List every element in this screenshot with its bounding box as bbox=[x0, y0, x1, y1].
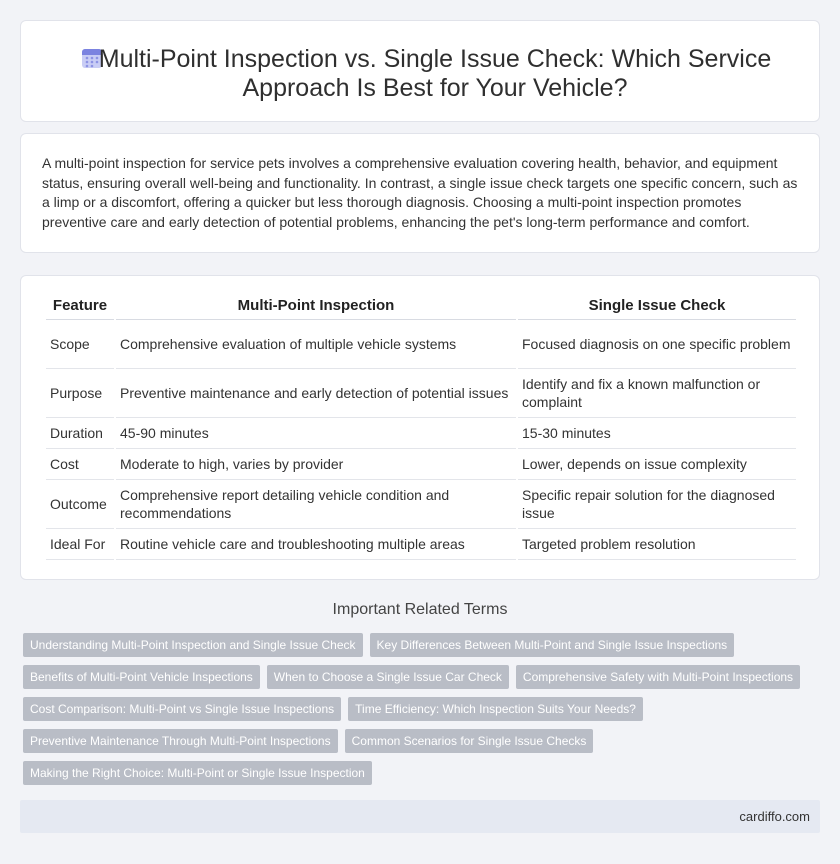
intro-paragraph: A multi-point inspection for service pets involves a comprehensive evaluation covering health, behavior, and equipment status, ensuring overall well-being and functionality. In contrast, a single issue check targets one specific concern, such as a limp or a discomfort, offering a quicker but less thorough diagnosis. Choosing a multi-point inspection promotes preventive care and early detection of potential problems, enhancing the pet's long-term performance and comfort. bbox=[42, 155, 798, 230]
row-feature: Ideal For bbox=[46, 529, 114, 560]
row-multi-point: Preventive maintenance and early detection of potential issues bbox=[116, 369, 516, 418]
footer-site-link[interactable]: cardiffo.com bbox=[739, 809, 810, 824]
related-term-tag[interactable]: Time Efficiency: Which Inspection Suits Your Needs? bbox=[348, 697, 643, 721]
page-title-line-2: Approach Is Best for Your Vehicle? bbox=[242, 74, 628, 102]
row-feature: Duration bbox=[46, 418, 114, 449]
related-term-tag[interactable]: Preventive Maintenance Through Multi-Point Inspections bbox=[23, 729, 338, 753]
header-multi-point: Multi-Point Inspection bbox=[116, 292, 516, 320]
table-row bbox=[46, 449, 796, 480]
header-single-issue: Single Issue Check bbox=[518, 292, 796, 320]
row-feature: Cost bbox=[46, 449, 114, 480]
related-terms-title: Important Related Terms bbox=[332, 601, 508, 618]
row-single-issue: Targeted problem resolution bbox=[518, 529, 796, 560]
table-row bbox=[46, 480, 796, 529]
page-title bbox=[29, 45, 812, 103]
related-term-tag[interactable]: Understanding Multi-Point Inspection and Single Issue Check bbox=[23, 633, 363, 657]
table-row bbox=[46, 320, 796, 369]
related-term-tag[interactable]: Benefits of Multi-Point Vehicle Inspections bbox=[23, 665, 260, 689]
intro-card bbox=[20, 133, 820, 253]
row-single-issue: Focused diagnosis on one specific problem bbox=[518, 320, 796, 369]
row-single-issue: Identify and fix a known malfunction or complaint bbox=[518, 369, 796, 418]
row-single-issue: 15-30 minutes bbox=[518, 418, 796, 449]
related-term-tag[interactable]: Comprehensive Safety with Multi-Point Inspections bbox=[516, 665, 800, 689]
row-multi-point: Comprehensive report detailing vehicle condition and recommendations bbox=[116, 480, 516, 529]
related-term-tag[interactable]: Key Differences Between Multi-Point and Single Issue Inspections bbox=[370, 633, 735, 657]
table-row bbox=[46, 369, 796, 418]
related-term-tag[interactable]: When to Choose a Single Issue Car Check bbox=[267, 665, 509, 689]
comparison-table-card bbox=[20, 275, 820, 580]
row-feature: Outcome bbox=[46, 480, 114, 529]
row-single-issue: Specific repair solution for the diagnosed issue bbox=[518, 480, 796, 529]
related-terms-list bbox=[23, 633, 813, 793]
related-term-tag[interactable]: Common Scenarios for Single Issue Checks bbox=[345, 729, 594, 753]
row-multi-point: Comprehensive evaluation of multiple vehicle systems bbox=[116, 320, 516, 369]
page-title-line-1: Multi-Point Inspection vs. Single Issue Check: Which Service bbox=[98, 45, 772, 73]
table-header-row bbox=[46, 292, 796, 320]
row-feature: Purpose bbox=[46, 369, 114, 418]
row-multi-point: 45-90 minutes bbox=[116, 418, 516, 449]
row-multi-point: Moderate to high, varies by provider bbox=[116, 449, 516, 480]
header-feature: Feature bbox=[46, 292, 114, 320]
table-row bbox=[46, 529, 796, 560]
row-feature: Scope bbox=[46, 320, 114, 369]
title-card bbox=[20, 20, 820, 122]
row-single-issue: Lower, depends on issue complexity bbox=[518, 449, 796, 480]
row-multi-point: Routine vehicle care and troubleshooting multiple areas bbox=[116, 529, 516, 560]
table-row bbox=[46, 418, 796, 449]
comparison-table bbox=[44, 292, 798, 560]
footer bbox=[20, 800, 820, 833]
related-term-tag[interactable]: Cost Comparison: Multi-Point vs Single Issue Inspections bbox=[23, 697, 341, 721]
related-term-tag[interactable]: Making the Right Choice: Multi-Point or Single Issue Inspection bbox=[23, 761, 372, 785]
